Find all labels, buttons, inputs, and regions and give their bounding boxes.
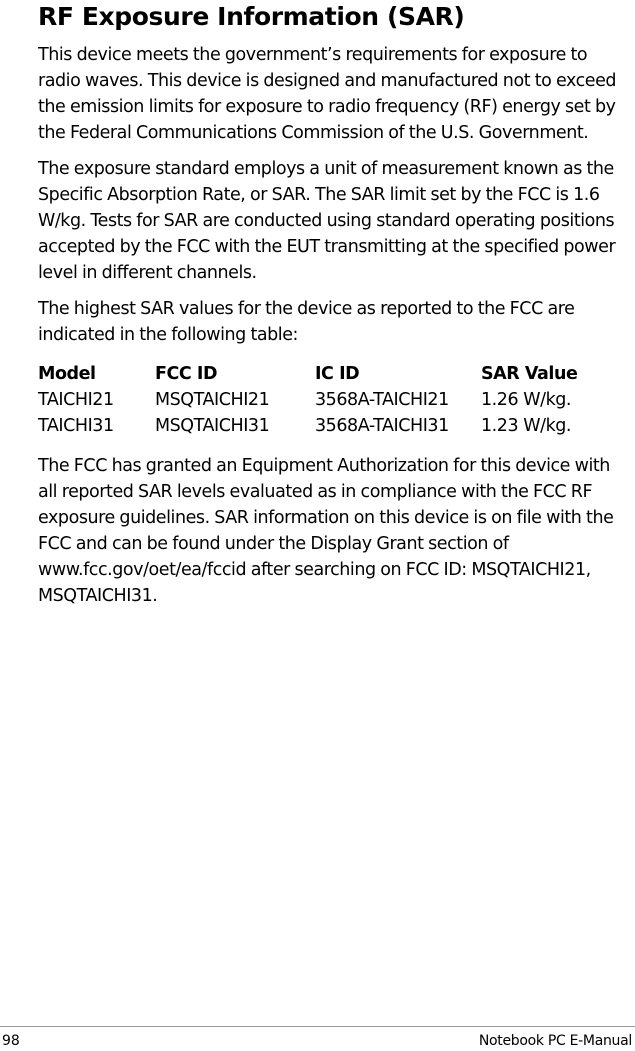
cell-sar-value: 1.23 W/kg. xyxy=(481,416,572,436)
paragraph-exposure-standard: The exposure standard employs a unit of measurement known as the Specific Absorption Rate, or SAR. The SAR limit set by the FCC is 1.6 W/kg. Tests for SAR are conducted using standard operating positions accepted by the FCC with the EUT transmitting at the specified power level in different channels. xyxy=(38,159,616,283)
header-sar-value: SAR Value xyxy=(481,364,578,384)
footer-divider xyxy=(0,1026,635,1027)
cell-sar-value: 1.26 W/kg. xyxy=(481,390,572,410)
document-page xyxy=(38,0,628,609)
cell-model: TAICHI21 xyxy=(38,390,114,410)
manual-title: Notebook PC E-Manual xyxy=(478,1033,632,1049)
header-fcc-id: FCC ID xyxy=(155,364,218,384)
paragraph-requirements: This device meets the government’s requirements for exposure to radio waves. This device is designed and manufactured not to exceed the emission limits for exposure to radio frequency (RF) energy set by the Federal Communications Commission of the U.S. Government. xyxy=(38,45,617,143)
table-header-row xyxy=(38,361,621,387)
paragraph-fcc-authorization: The FCC has granted an Equipment Authorization for this device with all reported SAR levels evaluated as in compliance with the FCC RF exposure guidelines. SAR information on this device is on file with the FCC and can be found under the Display Grant section of www.fcc.gov/oet/ea/fccid after searching on FCC ID: MSQTAICHI21, MSQTAICHI31. xyxy=(38,456,614,606)
page-number: 98 xyxy=(2,1033,20,1049)
header-ic-id: IC ID xyxy=(315,364,360,384)
header-model: Model xyxy=(38,364,96,384)
cell-ic-id: 3568A-TAICHI21 xyxy=(315,390,449,410)
table-row xyxy=(38,413,621,439)
page-title: RF Exposure Information (SAR) xyxy=(38,2,465,31)
cell-model: TAICHI31 xyxy=(38,416,114,436)
paragraph-table-intro: The highest SAR values for the device as reported to the FCC are indicated in the following table: xyxy=(38,299,575,345)
cell-ic-id: 3568A-TAICHI31 xyxy=(315,416,449,436)
sar-table xyxy=(38,361,621,439)
table-row xyxy=(38,387,621,413)
cell-fcc-id: MSQTAICHI21 xyxy=(155,390,270,410)
cell-fcc-id: MSQTAICHI31 xyxy=(155,416,270,436)
